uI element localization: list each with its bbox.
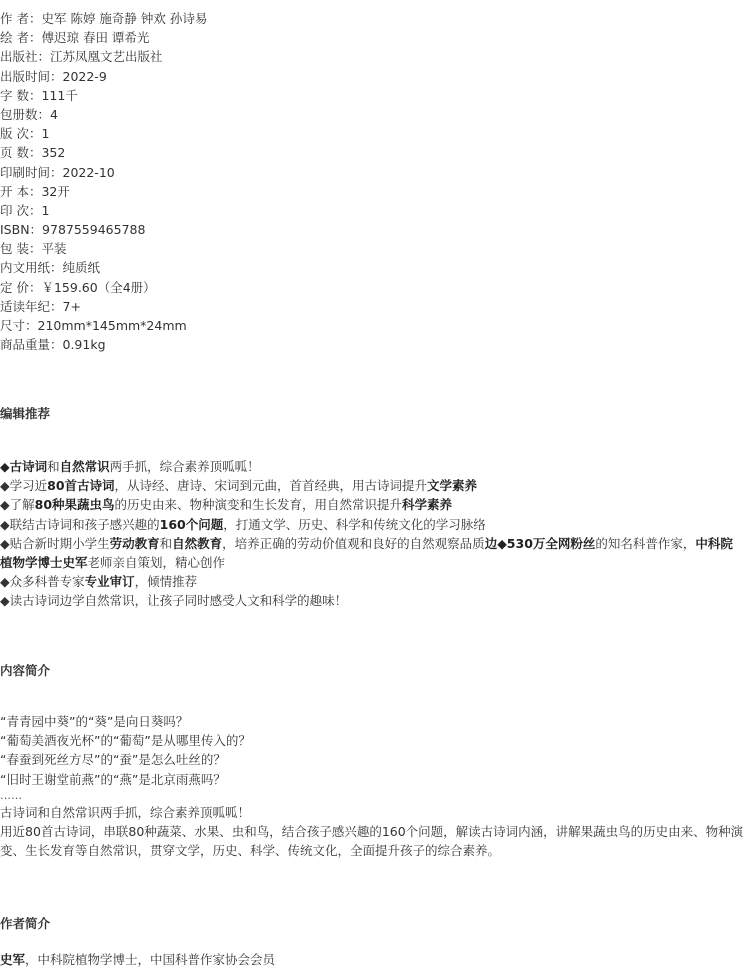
text: 的历史由来、物种演变和生长发育，用自然常识提升 xyxy=(114,497,403,513)
question-line: “葡萄美酒夜光杯”的“葡萄”是从哪里传入的？ xyxy=(0,733,251,749)
spec-illustrator: 绘 者：傅迟琼 春田 谭希光 xyxy=(0,30,150,46)
text: ◆学习近 xyxy=(0,478,48,494)
question-line: “春蚕到死丝方尽”的“蚕”是怎么吐丝的？ xyxy=(0,752,226,768)
bold-text: 专业审订 xyxy=(84,574,135,590)
spec-size: 尺寸：210mm*145mm*24mm xyxy=(0,318,187,333)
bold-text: 自然常识 xyxy=(59,459,110,474)
spec-print-date: 印刷时间：2022-10 xyxy=(0,164,115,180)
spec-price: 定 价：￥159.60（全4册） xyxy=(0,279,156,295)
spec-publisher: 出版社：江苏凤凰文艺出版社 xyxy=(0,49,163,65)
text: 老师亲自策划，精心创作 xyxy=(87,555,226,571)
bold-text: 自然教育 xyxy=(172,535,223,551)
bold-text: 中科院植物学博士史军 xyxy=(0,535,733,571)
author-intro-heading: 作者简介 xyxy=(0,916,51,931)
recommend-item xyxy=(0,457,744,476)
spec-publish-date: 出版时间：2022-9 xyxy=(0,68,107,84)
text: ◆众多科普专家 xyxy=(0,574,85,590)
spec-list xyxy=(0,9,740,354)
spec-edition: 版 次：1 xyxy=(0,126,50,142)
text: ◆了解 xyxy=(0,497,35,513)
text: ◆贴合新时期小学生 xyxy=(0,535,110,551)
editor-recommend-heading: 编辑推荐 xyxy=(0,406,51,421)
bold-text: 边◆530万全网粉丝 xyxy=(484,535,596,551)
spec-age: 适读年纪：7+ xyxy=(0,298,81,314)
text: 的知名科普作家， xyxy=(595,535,696,551)
spec-format: 开 本：32开 xyxy=(0,183,70,199)
text: ，打通文学、历史、科学和传统文化的学习脉络 xyxy=(223,516,486,532)
text: 和 xyxy=(47,459,60,474)
spec-paper: 内文用纸：纯质纸 xyxy=(0,260,101,276)
recommend-item: ◆读古诗词边学自然常识，让孩子同时感受人文和科学的趣味！ xyxy=(0,593,348,609)
intro-paragraph: 古诗词和自然常识两手抓，综合素养顶呱呱！ xyxy=(0,804,251,820)
bold-text: 古诗词 xyxy=(9,459,48,474)
recommend-item xyxy=(0,495,744,514)
text: 和 xyxy=(159,535,173,551)
spec-volume-count: 包册数：4 xyxy=(0,106,58,122)
spec-isbn: ISBN：9787559465788 xyxy=(0,222,146,238)
recommend-item xyxy=(0,515,744,534)
ellipsis: …… xyxy=(0,788,22,802)
text: 两手抓，综合素养顶呱呱！ xyxy=(109,459,260,474)
content-intro-heading: 内容简介 xyxy=(0,663,51,678)
content-intro-body xyxy=(0,712,744,860)
spec-pages: 页 数：352 xyxy=(0,145,66,161)
bold-text: 80首古诗词 xyxy=(47,478,115,494)
bold-text: 160个问题 xyxy=(159,516,224,532)
bold-text: 劳动教育 xyxy=(109,535,160,551)
text: ◆联结古诗词和孩子感兴趣的 xyxy=(0,516,160,532)
spec-word-count: 字 数：111千 xyxy=(0,87,78,103)
author-name: 史军 xyxy=(0,952,26,967)
author-description: ，中科院植物学博士，中国科普作家协会会员 xyxy=(25,952,276,967)
recommend-item xyxy=(0,572,744,591)
spec-author: 作 者：史军 陈婷 施奇静 钟欢 孙诗易 xyxy=(0,11,208,26)
question-line: “旧时王谢堂前燕”的“燕”是北京雨燕吗？ xyxy=(0,771,226,787)
bullet: ◆ xyxy=(0,459,10,474)
spec-binding: 包 装：平装 xyxy=(0,241,67,257)
intro-paragraph: 用近80首古诗词，串联80种蔬菜、水果、虫和鸟，结合孩子感兴趣的160个问题，解读古诗词内涵，讲解果蔬虫鸟的历史由来、物种演变、生长发育等自然常识，贯穿文学，历史、科学、传统文化，全面提升孩子的综合素养。 xyxy=(0,824,744,859)
spec-impression: 印 次：1 xyxy=(0,202,50,218)
editor-recommend-list xyxy=(0,457,744,611)
spec-weight: 商品重量：0.91kg xyxy=(0,337,106,353)
recommend-item xyxy=(0,476,744,495)
recommend-item xyxy=(0,534,744,572)
bold-text: 科学素养 xyxy=(402,497,453,513)
bold-text: 文学素养 xyxy=(427,478,478,494)
text: ，培养正确的劳动价值观和良好的自然观察品质 xyxy=(222,535,485,551)
question-line: “青青园中葵”的“葵”是向日葵吗？ xyxy=(0,714,189,729)
bold-text: 80种果蔬虫鸟 xyxy=(34,497,115,513)
text: ，倾情推荐 xyxy=(134,574,198,590)
text: ，从诗经、唐诗、宋词到元曲，首首经典，用古诗词提升 xyxy=(114,478,428,494)
